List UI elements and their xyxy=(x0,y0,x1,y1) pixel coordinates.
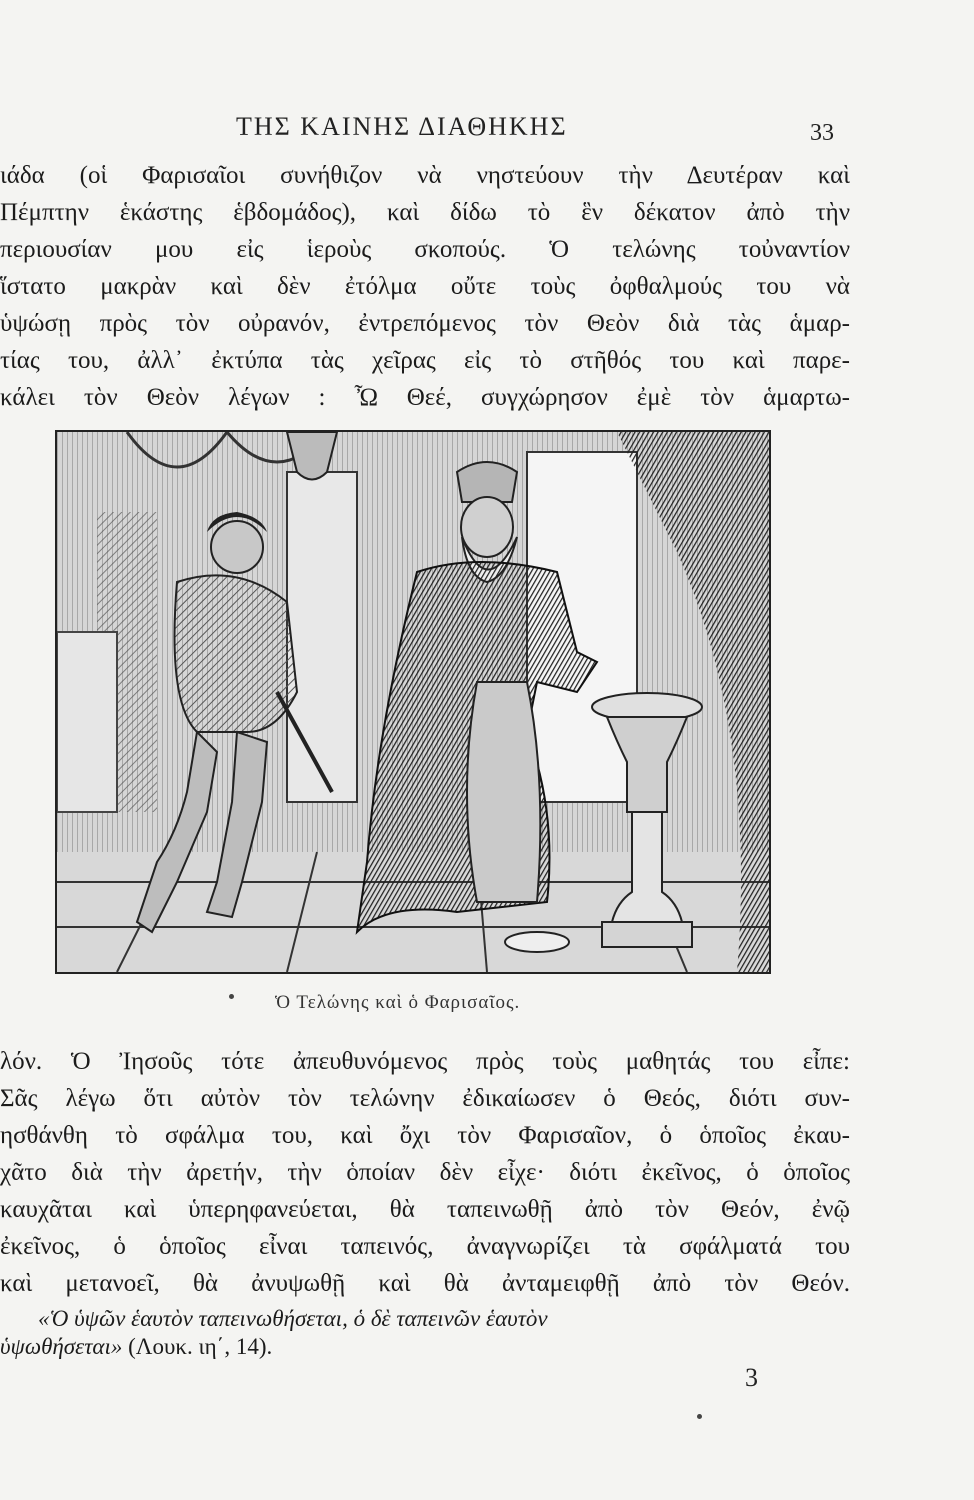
text-line: ἐκεῖνος, ὁ ὁποῖος εἶναι ταπεινός, ἀναγνωρίζει τὰ σφάλματά του xyxy=(0,1233,850,1260)
text-line: ὑψώσῃ πρὸς τὸν οὐρανόν, ἐντρεπόμενος τὸν Θεὸν διὰ τὰς ἁμαρ- xyxy=(0,310,850,337)
text-line: Σᾶς λέγω ὅτι αὐτὸν τὸν τελώνην ἐδικαίωσεν ὁ Θεός, διότι συν- xyxy=(0,1085,850,1112)
engraving-drawing xyxy=(57,432,769,972)
ink-speck xyxy=(229,994,234,999)
page-number: 33 xyxy=(810,120,834,146)
quote-reference: (Λουκ. ιη΄, 14). xyxy=(122,1334,273,1359)
quote-line: «Ὁ ὑψῶν ἑαυτὸν ταπεινωθήσεται, ὁ δὲ ταπεινῶν ἑαυτὸν xyxy=(38,1306,548,1331)
page-header xyxy=(0,112,974,146)
text-line: ἵστατο μακρὰν καὶ δὲν ἐτόλμα οὔτε τοὺς ὀφθαλμούς του νὰ xyxy=(0,273,850,300)
text-line: Πέμπτην ἑκάστης ἑβδομάδος), καὶ δίδω τὸ ἓν δέκατον ἀπὸ τὴν xyxy=(0,199,850,226)
signature-mark: 3 xyxy=(745,1363,758,1392)
body-text-top xyxy=(0,157,850,416)
text-line: καυχᾶται καὶ ὑπερηφανεύεται, θὰ ταπεινωθῇ ἀπὸ τὸν Θεόν, ἐνῷ xyxy=(0,1196,850,1223)
text-line: ησθάνθη τὸ σφάλμα του, καὶ ὄχι τὸν Φαρισαῖον, ὁ ὁποῖος ἐκαυ- xyxy=(0,1122,850,1149)
text-line: τίας του, ἀλλ᾽ ἐκτύπα τὰς χεῖρας εἰς τὸ στῆθός του καὶ παρε- xyxy=(0,347,850,374)
text-line: ιάδα (οἱ Φαρισαῖοι συνήθιζον νὰ νηστεύουν τὴν Δευτέραν καὶ xyxy=(0,162,850,189)
text-line: καὶ μετανοεῖ, θὰ ἀνυψωθῇ καὶ θὰ ἀνταμειφθῇ ἀπὸ τὸν Θεόν. xyxy=(0,1270,850,1297)
text-line: κάλει τὸν Θεὸν λέγων : Ὦ Θεέ, συγχώρησον ἐμὲ τὸν ἁμαρτω- xyxy=(0,384,850,411)
text-line: λόν. Ὁ Ἰησοῦς τότε ἀπευθυνόμενος πρὸς τοὺς μαθητάς του εἶπε: xyxy=(0,1048,850,1075)
illustration-caption: Ὁ Τελώνης καὶ ὁ Φαρισαῖος. xyxy=(275,992,521,1013)
quote-line xyxy=(0,1333,830,1361)
text-line: περιουσίαν μου εἰς ἱεροὺς σκοπούς. Ὁ τελώνης τοὐναντίον xyxy=(0,236,850,263)
quote-text: ὑψωθήσεται» xyxy=(0,1334,123,1359)
ink-speck xyxy=(697,1414,702,1419)
running-title: ΤΗΣ ΚΑΙΝΗΣ ΔΙΑΘΗΚΗΣ xyxy=(236,112,568,141)
engraving-illustration xyxy=(55,430,771,974)
text-line: χᾶτο διὰ τὴν ἀρετήν, τὴν ὁποίαν δὲν εἶχε· διότι ἐκεῖνος, ὁ ὁποῖος xyxy=(0,1159,850,1186)
scripture-quote xyxy=(0,1305,830,1361)
body-text-bottom xyxy=(0,1043,850,1302)
